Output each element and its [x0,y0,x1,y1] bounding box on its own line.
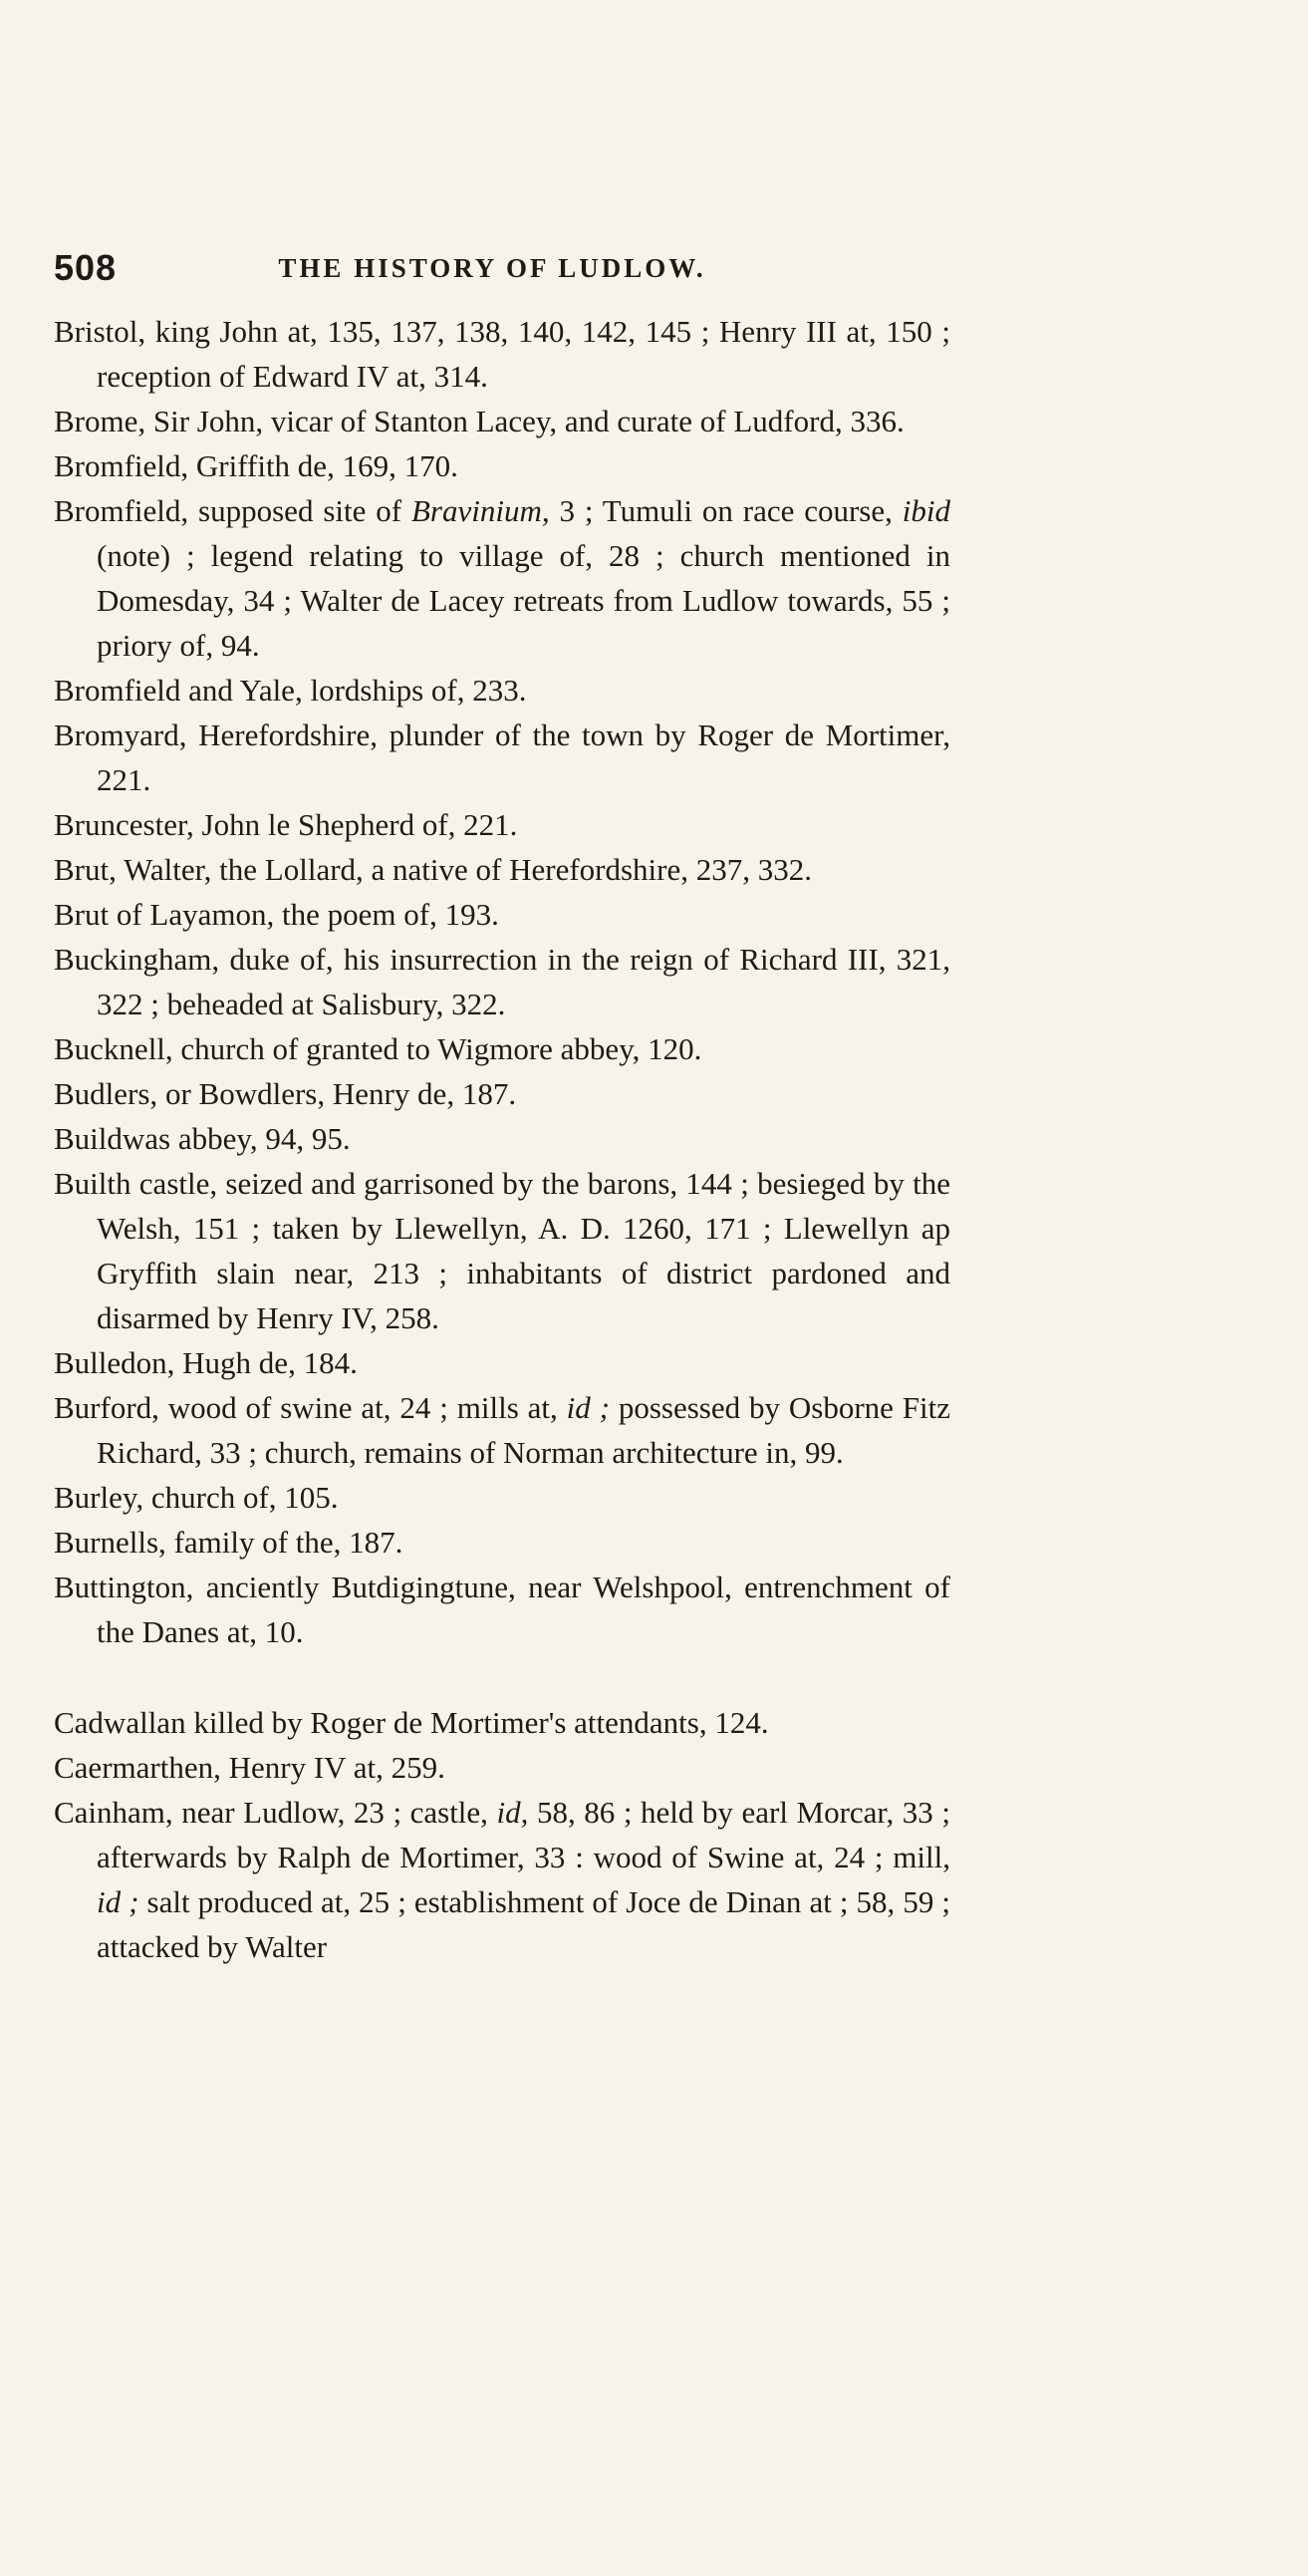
entry-text: Griffith de, 169, 170. [188,448,458,483]
entry-head: Bucknell, [54,1031,173,1066]
entry-text: Walter, the Lollard, a native of Herefordshire, 237, 332. [116,852,812,887]
index-entry-budlers [54,1071,950,1116]
index-entry-caermarthen [54,1745,950,1790]
index-entry-bromfield [54,488,950,668]
entry-text: lordships of, 233. [302,673,527,708]
index-entry-bucknell [54,1026,950,1071]
index-entry-buildwas [54,1116,950,1161]
entry-head: Bristol, [54,314,146,349]
entry-text: killed by Roger de Mortimer's attendants, 124. [185,1705,769,1740]
entry-text: supposed site of [188,493,411,528]
entry-head: Caermarthen, [54,1750,221,1785]
entry-italic: id ; [97,1884,139,1919]
entry-text: church of granted to Wigmore abbey, 120. [172,1031,702,1066]
running-head [54,247,930,287]
entry-italic: id, [496,1795,529,1830]
entry-text: Herefordshire, plunder of the town by Roger de Mortimer, 221. [97,717,950,797]
entry-head: Buildwas [54,1121,171,1156]
index-entry-bromfield-griffith [54,443,950,488]
entry-head: Cainham, [54,1795,173,1830]
index-entry-bulledon [54,1340,950,1385]
index-entry-burford [54,1385,950,1475]
entry-head: Burley, [54,1480,144,1515]
entry-italic: id ; [566,1390,610,1425]
index-entry-burley [54,1475,950,1520]
entry-head: Bromfield, [54,493,189,528]
entry-head: Bulledon, [54,1345,175,1380]
entry-head: Bromfield and Yale, [54,673,303,708]
entry-text: the poem of, 193. [274,897,499,932]
index-entry-burnells [54,1520,950,1565]
entry-head: Budlers, [54,1076,158,1111]
entry-text: (note) ; legend relating to village of, 28 ; church mentioned in Domesday, 34 ; Walter de Lacey retreats from Ludlow towards, 55 ; priory of, 94. [97,538,950,663]
page-number: 508 [54,247,118,288]
index-entry-brome [54,399,950,443]
entry-italic: ibid [902,493,950,528]
index-entry-bruncester [54,802,950,847]
index-entry-bromyard [54,713,950,802]
index-entry-bromfield-and-yale [54,668,950,713]
index-entry-buttington [54,1565,950,1654]
entry-text: Henry IV at, 259. [220,1750,445,1785]
entry-head: Builth [54,1166,131,1201]
entry-text: possessed by Osborne Fitz Richard, 33 ; church, remains of Norman architecture in, 99. [97,1390,951,1470]
entry-italic: Bravinium, [410,493,550,528]
entry-head: Bromfield, [54,448,189,483]
entry-text: salt produced at, 25 ; establishment of Joce de Dinan at ; 58, 59 ; attacked by Walter [97,1884,950,1964]
entry-text: 58, 86 ; held by earl Morcar, 33 ; afterwards by Ralph de Mortimer, 33 : wood of Swine at, 24 ; mill, [97,1795,950,1874]
entry-head: Buttington, [54,1570,194,1604]
entry-text: near Ludlow, 23 ; castle, [172,1795,497,1830]
index-entry-brut [54,847,950,892]
index-entry-cainham [54,1790,950,1969]
entry-text: church of, 105. [143,1480,339,1515]
entry-text: castle, seized and garrisoned by the barons, 144 ; besieged by the Welsh, 151 ; taken by Llewellyn, A. D. 1260, 171 ; Llewellyn ap Gryffith slain near, 213 ; inhabitants of district pardoned and disarmed by Henry IV, 258. [97,1166,950,1335]
index-entry-buckingham [54,937,950,1026]
entry-text: wood of swine at, 24 ; mills at, [158,1390,567,1425]
entry-head: Burnells, [54,1525,166,1560]
entry-head: Bruncester, [54,807,194,842]
entry-head: Brut, [54,852,117,887]
running-title: THE HISTORY OF LUDLOW. [278,253,706,283]
entry-text: family of the, 187. [165,1525,403,1560]
index-entry-bristol [54,309,950,399]
entry-text: duke of, his insurrection in the reign of Richard III, 321, 322 ; beheaded at Salisbury, 322. [97,942,950,1021]
entry-head: Burford, [54,1390,159,1425]
entry-head: Brut of Layamon, [54,897,275,932]
entry-text: anciently Butdigingtune, near Welshpool, entrenchment of the Danes at, 10. [97,1570,950,1649]
entry-head: Brome, [54,404,146,438]
index-entries [54,309,950,1969]
entry-text: king John at, 135, 137, 138, 140, 142, 145 ; Henry III at, 150 ; reception of Edward IV at, 314. [97,314,950,394]
entry-head: Cadwallan [54,1705,186,1740]
entry-text: Hugh de, 184. [174,1345,358,1380]
entry-text: or Bowdlers, Henry de, 187. [157,1076,517,1111]
entry-text: Sir John, vicar of Stanton Lacey, and curate of Ludford, 336. [145,404,905,438]
index-entry-brut-of-layamon [54,892,950,937]
index-entry-builth [54,1161,950,1340]
entry-head: Buckingham, [54,942,220,977]
entry-head: Bromyard, [54,717,187,752]
entry-text: John le Shepherd of, 221. [193,807,518,842]
index-entry-cadwallan [54,1700,950,1745]
entry-text: abbey, 94, 95. [170,1121,351,1156]
entry-text: 3 ; Tumuli on race course, [549,493,903,528]
